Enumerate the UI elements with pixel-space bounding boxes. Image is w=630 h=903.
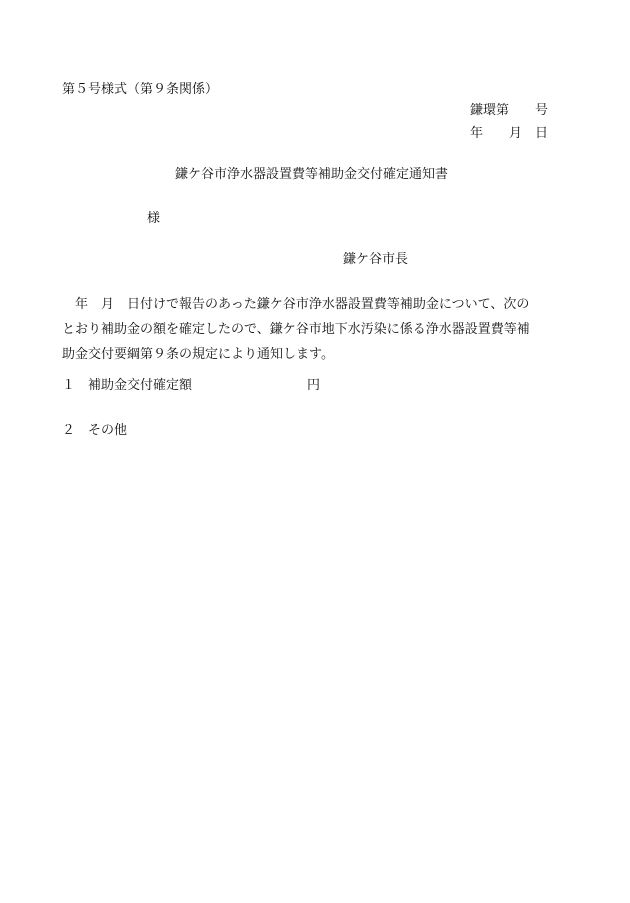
recipient-honorific: 様: [147, 211, 161, 226]
reference-number: 鎌環第 号: [470, 103, 549, 118]
form-number: 第５号様式（第９条関係）: [62, 82, 219, 97]
body-line: とおり補助金の額を確定したので、鎌ケ谷市地下水汚染に係る浄水器設置費等補: [62, 322, 530, 337]
item-label: その他: [88, 423, 128, 438]
body-paragraph: [62, 292, 582, 367]
document-title: 鎌ケ谷市浄水器設置費等補助金交付確定通知書: [175, 167, 449, 182]
item-number: ２: [62, 423, 76, 438]
amount-unit: 円: [307, 378, 321, 393]
body-line: 年 月 日付けで報告のあった鎌ケ谷市浄水器設置費等補助金について、次の: [62, 297, 530, 312]
item-confirmed-amount: [62, 379, 320, 392]
issue-date: 年 月 日: [470, 126, 549, 141]
item-number: １: [62, 378, 76, 393]
item-other: [62, 424, 127, 437]
body-line: 助金交付要綱第９条の規定により通知します。: [62, 347, 334, 362]
sender-name: 鎌ケ谷市長: [343, 252, 409, 267]
item-label: 補助金交付確定額: [88, 378, 193, 393]
